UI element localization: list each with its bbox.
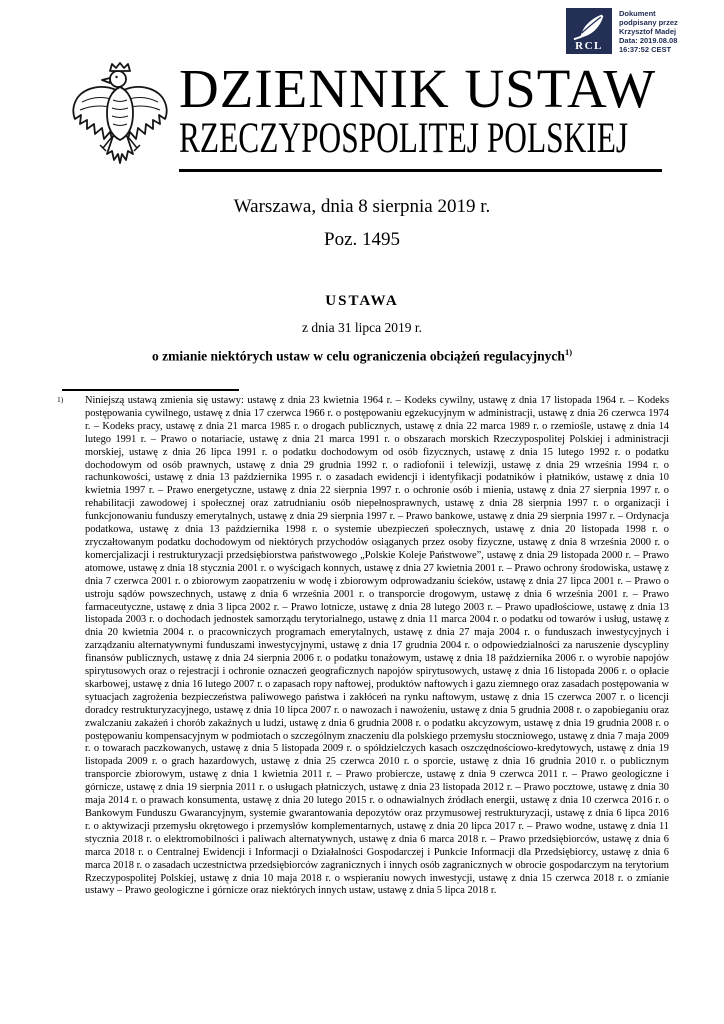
signature-stamp-text bbox=[619, 8, 678, 54]
footnote-block bbox=[57, 395, 669, 898]
footnote-marker: 1) bbox=[57, 395, 64, 404]
stamp-line: Data: 2019.08.08 bbox=[619, 36, 678, 45]
stamp-line: Krzysztof Madej bbox=[619, 27, 677, 36]
coat-of-arms-eagle-icon bbox=[70, 62, 170, 170]
quill-icon bbox=[571, 13, 607, 40]
stamp-line: podpisany przez bbox=[619, 18, 678, 27]
footnote-reference: 1) bbox=[564, 347, 573, 357]
journal-subtitle: RZECZYPOSPOLITEJ POLSKIEJ bbox=[179, 115, 629, 162]
rcl-label: RCL bbox=[575, 40, 603, 52]
act-title-text: o zmianie niektórych ustaw w celu ograniczenia obciążeń regulacyjnych bbox=[151, 348, 565, 364]
masthead-titles bbox=[179, 58, 662, 172]
footnote-separator-rule bbox=[62, 389, 239, 391]
act-date-line: z dnia 31 lipca 2019 r. bbox=[302, 320, 422, 335]
position-number: Poz. 1495 bbox=[324, 229, 400, 250]
journal-title: DZIENNIK USTAW bbox=[179, 58, 657, 119]
act-type-heading: USTAWA bbox=[325, 293, 399, 309]
rcl-logo bbox=[566, 8, 612, 54]
stamp-line: Dokument bbox=[619, 9, 656, 18]
act-title bbox=[0, 347, 724, 365]
masthead-rule bbox=[179, 169, 662, 172]
masthead bbox=[70, 58, 662, 172]
place-date-line: Warszawa, dnia 8 sierpnia 2019 r. bbox=[233, 196, 491, 217]
footnote-text: Niniejszą ustawą zmienia się ustawy: ustawę z dnia 23 kwietnia 1964 r. – Kodeks cywilny, ustawę z dnia 17 listopada 1964 r. – Kodeks postępowania cywilnego, ustawę z dnia 17 czerwca 1966 r. o postępowaniu egzekucyjnym w administracji, ustawę z dnia 26 czerwca 1974 r. – Kodeks pracy, ustawę z dnia 21 marca 1985 r. o drogach publicznych, ustawę z dnia 22 marca 1989 r. o rzemiośle, ustawę z dnia 14 lutego 1991 r. – Prawo o notariacie, ustawę z dnia 21 marca 1991 r. o obszarach morskich Rzeczypospolitej Polskiej i administracji morskiej, ustawę z dnia 26 lipca 1991 r. o podatku dochodowym od osób fizycznych, ustawę z dnia 15 lutego 1992 r. o podatku dochodowym od osób prawnych, ustawę z dnia 29 grudnia 1992 r. o radiofonii i telewizji, ustawę z dnia 29 września 1994 r. o rachunkowości, ustawę z dnia 13 października 1995 r. o zasadach ewidencji i identyfikacji podatników i płatników, ustawę z dnia 10 kwietnia 1997 r. – Prawo energetyczne, ustawę z dnia 22 sierpnia 1997 r. o ochronie osób i mienia, ustawę z dnia 27 sierpnia 1997 r. o rehabilitacji zawodowej i społecznej oraz zatrudnianiu osób niepełnosprawnych, ustawę z dnia 28 sierpnia 1997 r. o organizacji i funkcjonowaniu funduszy emerytalnych, ustawę z dnia 29 sierpnia 1997 r. – Prawo bankowe, ustawę z dnia 29 sierpnia 1997 r. – Ordynacja podatkowa, ustawę z dnia 13 października 1998 r. o systemie ubezpieczeń społecznych, ustawę z dnia 20 listopada 1998 r. o zryczałtowanym podatku dochodowym od niektórych przychodów osiąganych przez osoby fizyczne, ustawę z dnia 8 września 2000 r. o komercjalizacji i restrukturyzacji przedsiębiorstwa państwowego „Polskie Koleje Państwowe”, ustawę z dnia 29 listopada 2000 r. – Prawo atomowe, ustawę z dnia 18 stycznia 2001 r. o wyścigach konnych, ustawę z dnia 27 kwietnia 2001 r. – Prawo ochrony środowiska, ustawę z dnia 7 czerwca 2001 r. o zbiorowym zaopatrzeniu w wodę i zbiorowym odprowadzaniu ścieków, ustawę z dnia 27 lipca 2001 r. – Prawo o ustroju sądów powszechnych, ustawę z dnia 6 września 2001 r. o transporcie drogowym, ustawę z dnia 6 września 2001 r. – Prawo farmaceutyczne, ustawę z dnia 3 lipca 2002 r. – Prawo lotnicze, ustawę z dnia 28 lutego 2003 r. – Prawo upadłościowe, ustawę z dnia 13 listopada 2003 r. o dochodach jednostek samorządu terytorialnego, ustawę z dnia 11 marca 2004 r. o podatku od towarów i usług, ustawę z dnia 20 kwietnia 2004 r. o pracowniczych programach emerytalnych, ustawę z dnia 27 maja 2004 r. o funduszach inwestycyjnych i zarządzaniu alternatywnymi funduszami inwestycyjnymi, ustawę z dnia 17 grudnia 2004 r. o odpowiedzialności za naruszenie dyscypliny finansów publicznych, ustawę z dnia 24 sierpnia 2006 r. o podatku tonażowym, ustawę z dnia 18 października 2006 r. o wyrobie napojów spirytusowych oraz o rejestracji i ochronie oznaczeń geograficznych napojów spirytusowych, ustawę z dnia 16 listopada 2006 r. o opłacie skarbowej, ustawę z dnia 16 lutego 2007 r. o zapasach ropy naftowej, produktów naftowych i gazu ziemnego oraz zasadach postępowania w sytuacjach zagrożenia bezpieczeństwa paliwowego państwa i zakłóceń na rynku naftowym, ustawę z dnia 15 czerwca 2007 r. o licencji doradcy restrukturyzacyjnego, ustawę z dnia 10 lipca 2007 r. o nawozach i nawożeniu, ustawę z dnia 5 grudnia 2008 r. o zapobieganiu oraz zwalczaniu zakażeń i chorób zakaźnych u ludzi, ustawę z dnia 6 grudnia 2008 r. o podatku akcyzowym, ustawę z dnia 19 grudnia 2008 r. o postępowaniu kompensacyjnym w podmiotach o szczególnym znaczeniu dla polskiego przemysłu stoczniowego, ustawę z dnia 7 maja 2009 r. o towarach paczkowanych, ustawę z dnia 5 listopada 2009 r. o spółdzielczych kasach oszczędnościowo-kredytowych, ustawę z dnia 19 listopada 2009 r. o grach hazardowych, ustawę z dnia 25 czerwca 2010 r. o sporcie, ustawę z dnia 16 grudnia 2010 r. o publicznym transporcie zbiorowym, ustawę z dnia 1 kwietnia 2011 r. – Prawo probiercze, ustawę z dnia 9 czerwca 2011 r. – Prawo geologiczne i górnicze, ustawę z dnia 19 sierpnia 2011 r. o usługach płatniczych, ustawę z dnia 23 listopada 2012 r. – Prawo pocztowe, ustawę z dnia 30 maja 2014 r. o prawach konsumenta, ustawę z dnia 20 lutego 2015 r. o odnawialnych źródłach energii, ustawę z dnia 10 czerwca 2016 r. o Bankowym Funduszu Gwarancyjnym, systemie gwarantowania depozytów oraz przymusowej restrukturyzacji, ustawę z dnia 6 lipca 2016 r. o aktywizacji przemysłu okrętowego i przemysłów komplementarnych, ustawę z dnia 20 lipca 2017 r. – Prawo wodne, ustawę z dnia 11 stycznia 2018 r. o elektromobilności i paliwach alternatywnych, ustawę z dnia 6 marca 2018 r. – Prawo przedsiębiorców, ustawę z dnia 6 marca 2018 r. o Centralnej Ewidencji i Informacji o Działalności Gospodarczej i Punkcie Informacji dla Przedsiębiorcy, ustawę z dnia 6 marca 2018 r. o zasadach uczestnictwa przedsiębiorców zagranicznych i innych osób zagranicznych w obrocie gospodarczym na terytorium Rzeczypospolitej Polskiej, ustawę z dnia 10 maja 2018 r. o wspieraniu nowych inwestycji, ustawę z dnia 15 czerwca 2018 r. o zmianie ustawy – Prawo geologiczne i górnicze oraz niektórych innych ustaw, ustawę z dnia 5 lipca 2018 r. bbox=[85, 395, 669, 897]
stamp-line: 16:37:52 CEST bbox=[619, 45, 672, 54]
signature-stamp bbox=[566, 8, 678, 54]
